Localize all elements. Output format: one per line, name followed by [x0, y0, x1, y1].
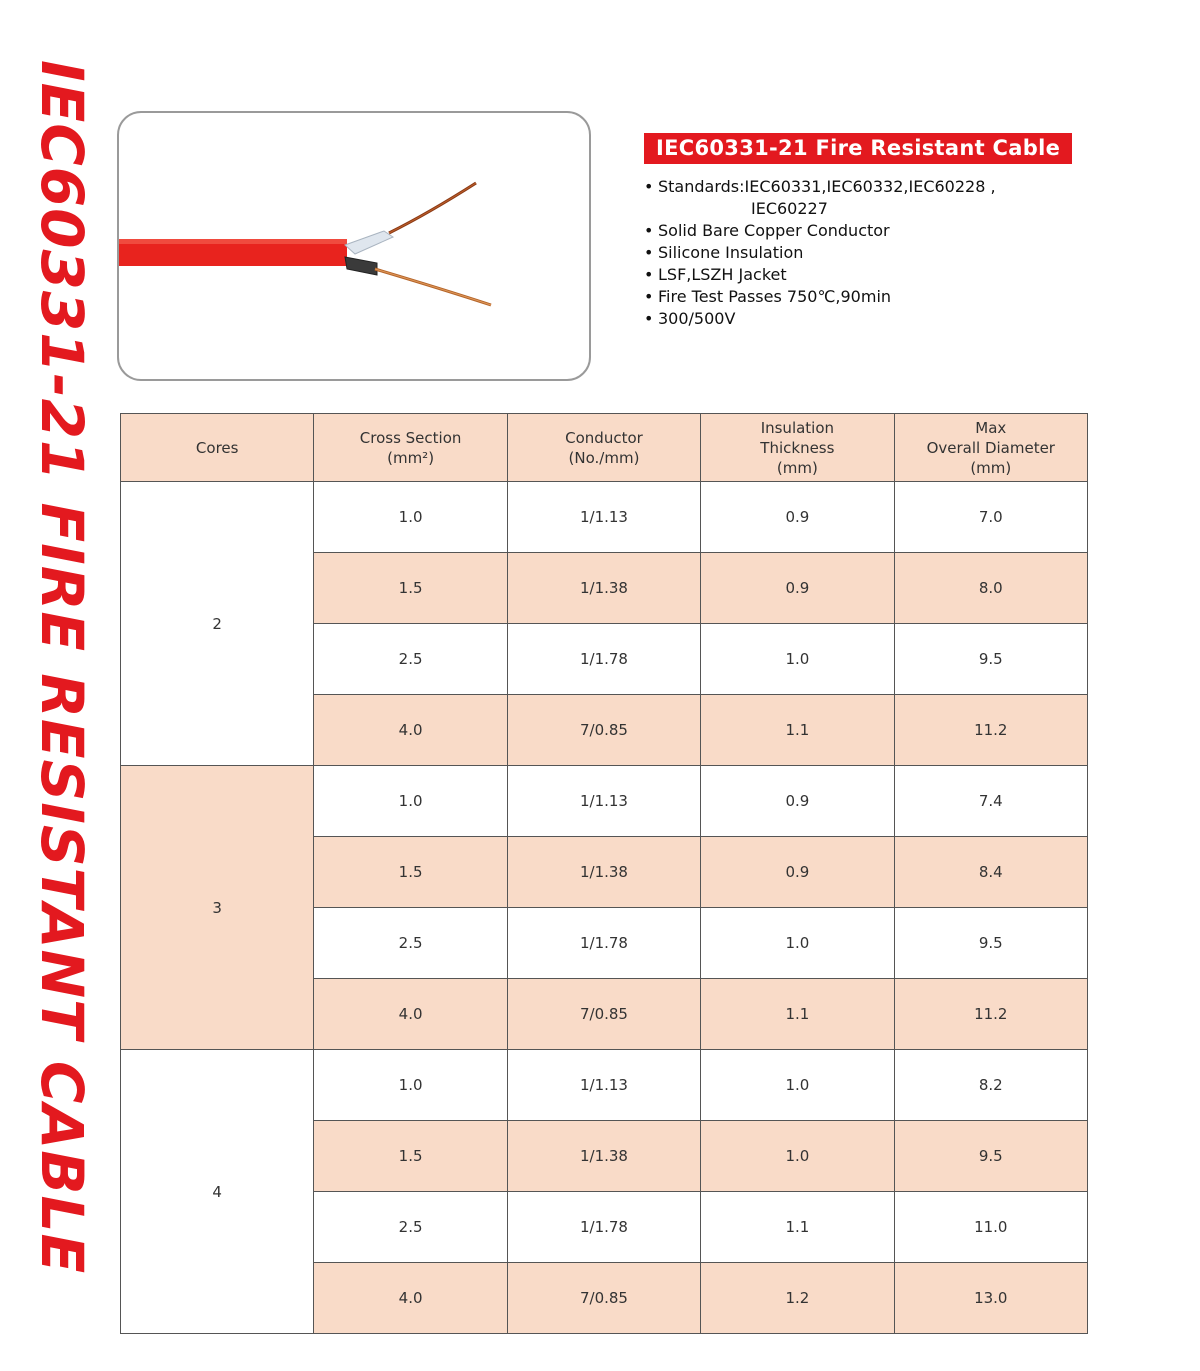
feature-item: • LSF,LSZH Jacket — [644, 265, 787, 284]
feature-item: • Fire Test Passes 750℃,90min — [644, 287, 892, 306]
insulation-thickness-cell: 1.0 — [701, 908, 894, 979]
cross-section-cell: 2.5 — [314, 624, 507, 695]
conductor-cell: 1/1.13 — [507, 482, 700, 553]
feature-text-continued: IEC60227 — [751, 199, 828, 218]
feature-text: Standards:IEC60331,IEC60332,IEC60228 , — [658, 177, 996, 196]
max-diameter-cell: 8.2 — [894, 1050, 1087, 1121]
header-cross-section: Cross Section (mm²) — [314, 414, 507, 482]
conductor-cell: 7/0.85 — [507, 695, 700, 766]
max-diameter-cell: 9.5 — [894, 624, 1087, 695]
cores-cell: 4 — [121, 1050, 314, 1334]
max-diameter-cell: 13.0 — [894, 1263, 1087, 1334]
feature-text: Solid Bare Copper Conductor — [658, 221, 890, 240]
insulation-thickness-cell: 0.9 — [701, 482, 894, 553]
max-diameter-cell: 7.4 — [894, 766, 1087, 837]
cross-section-cell: 2.5 — [314, 1192, 507, 1263]
conductor-cell: 1/1.78 — [507, 624, 700, 695]
conductor-cell: 1/1.78 — [507, 908, 700, 979]
insulation-thickness-cell: 1.1 — [701, 979, 894, 1050]
conductor-cell: 1/1.13 — [507, 766, 700, 837]
max-diameter-cell: 9.5 — [894, 1121, 1087, 1192]
header-conductor: Conductor (No./mm) — [507, 414, 700, 482]
header-max-overall-diameter: Max Overall Diameter (mm) — [894, 414, 1087, 482]
insulation-thickness-cell: 1.0 — [701, 624, 894, 695]
cross-section-cell: 1.0 — [314, 1050, 507, 1121]
feature-text: LSF,LSZH Jacket — [658, 265, 787, 284]
insulation-thickness-cell: 1.0 — [701, 1121, 894, 1192]
table-row — [121, 1050, 1088, 1121]
max-diameter-cell: 8.0 — [894, 553, 1087, 624]
cross-section-cell: 1.5 — [314, 837, 507, 908]
header-cores: Cores — [121, 414, 314, 482]
insulation-thickness-cell: 1.1 — [701, 1192, 894, 1263]
cross-section-cell: 1.0 — [314, 482, 507, 553]
cores-cell: 3 — [121, 766, 314, 1050]
conductor-cell: 1/1.38 — [507, 553, 700, 624]
feature-text: Silicone Insulation — [658, 243, 804, 262]
table-header-row — [121, 414, 1088, 482]
conductor-cell: 1/1.38 — [507, 837, 700, 908]
conductor-cell: 7/0.85 — [507, 1263, 700, 1334]
insulation-thickness-cell: 1.2 — [701, 1263, 894, 1334]
feature-text: Fire Test Passes 750℃,90min — [658, 287, 892, 306]
max-diameter-cell: 7.0 — [894, 482, 1087, 553]
feature-item: • 300/500V — [644, 309, 736, 328]
cross-section-cell: 4.0 — [314, 695, 507, 766]
table-row — [121, 766, 1088, 837]
max-diameter-cell: 11.2 — [894, 979, 1087, 1050]
feature-item: • Silicone Insulation — [644, 243, 804, 262]
table-row — [121, 482, 1088, 553]
conductor-cell: 7/0.85 — [507, 979, 700, 1050]
feature-item: • Solid Bare Copper Conductor — [644, 221, 890, 240]
cores-cell: 2 — [121, 482, 314, 766]
vertical-page-title: IEC60331-21 FIRE RESISTANT CABLE — [28, 60, 96, 1275]
insulation-thickness-cell: 0.9 — [701, 766, 894, 837]
cross-section-cell: 4.0 — [314, 1263, 507, 1334]
cross-section-cell: 1.5 — [314, 1121, 507, 1192]
feature-text: 300/500V — [658, 309, 736, 328]
cross-section-cell: 1.5 — [314, 553, 507, 624]
insulation-thickness-cell: 1.0 — [701, 1050, 894, 1121]
header-insulation-thickness: Insulation Thickness (mm) — [701, 414, 894, 482]
max-diameter-cell: 9.5 — [894, 908, 1087, 979]
feature-list — [644, 176, 1064, 330]
insulation-thickness-cell: 0.9 — [701, 553, 894, 624]
conductor-cell: 1/1.38 — [507, 1121, 700, 1192]
insulation-thickness-cell: 0.9 — [701, 837, 894, 908]
conductor-cell: 1/1.13 — [507, 1050, 700, 1121]
feature-item: • Standards:IEC60331,IEC60332,IEC60228 , IEC60227 — [644, 176, 1064, 220]
cable-photo — [117, 111, 591, 381]
insulation-thickness-cell: 1.1 — [701, 695, 894, 766]
cross-section-cell: 1.0 — [314, 766, 507, 837]
max-diameter-cell: 8.4 — [894, 837, 1087, 908]
cross-section-cell: 4.0 — [314, 979, 507, 1050]
cross-section-cell: 2.5 — [314, 908, 507, 979]
spec-table — [120, 413, 1088, 1334]
cable-illustration — [119, 113, 591, 381]
conductor-cell: 1/1.78 — [507, 1192, 700, 1263]
product-title: IEC60331-21 Fire Resistant Cable — [644, 133, 1072, 164]
max-diameter-cell: 11.2 — [894, 695, 1087, 766]
max-diameter-cell: 11.0 — [894, 1192, 1087, 1263]
